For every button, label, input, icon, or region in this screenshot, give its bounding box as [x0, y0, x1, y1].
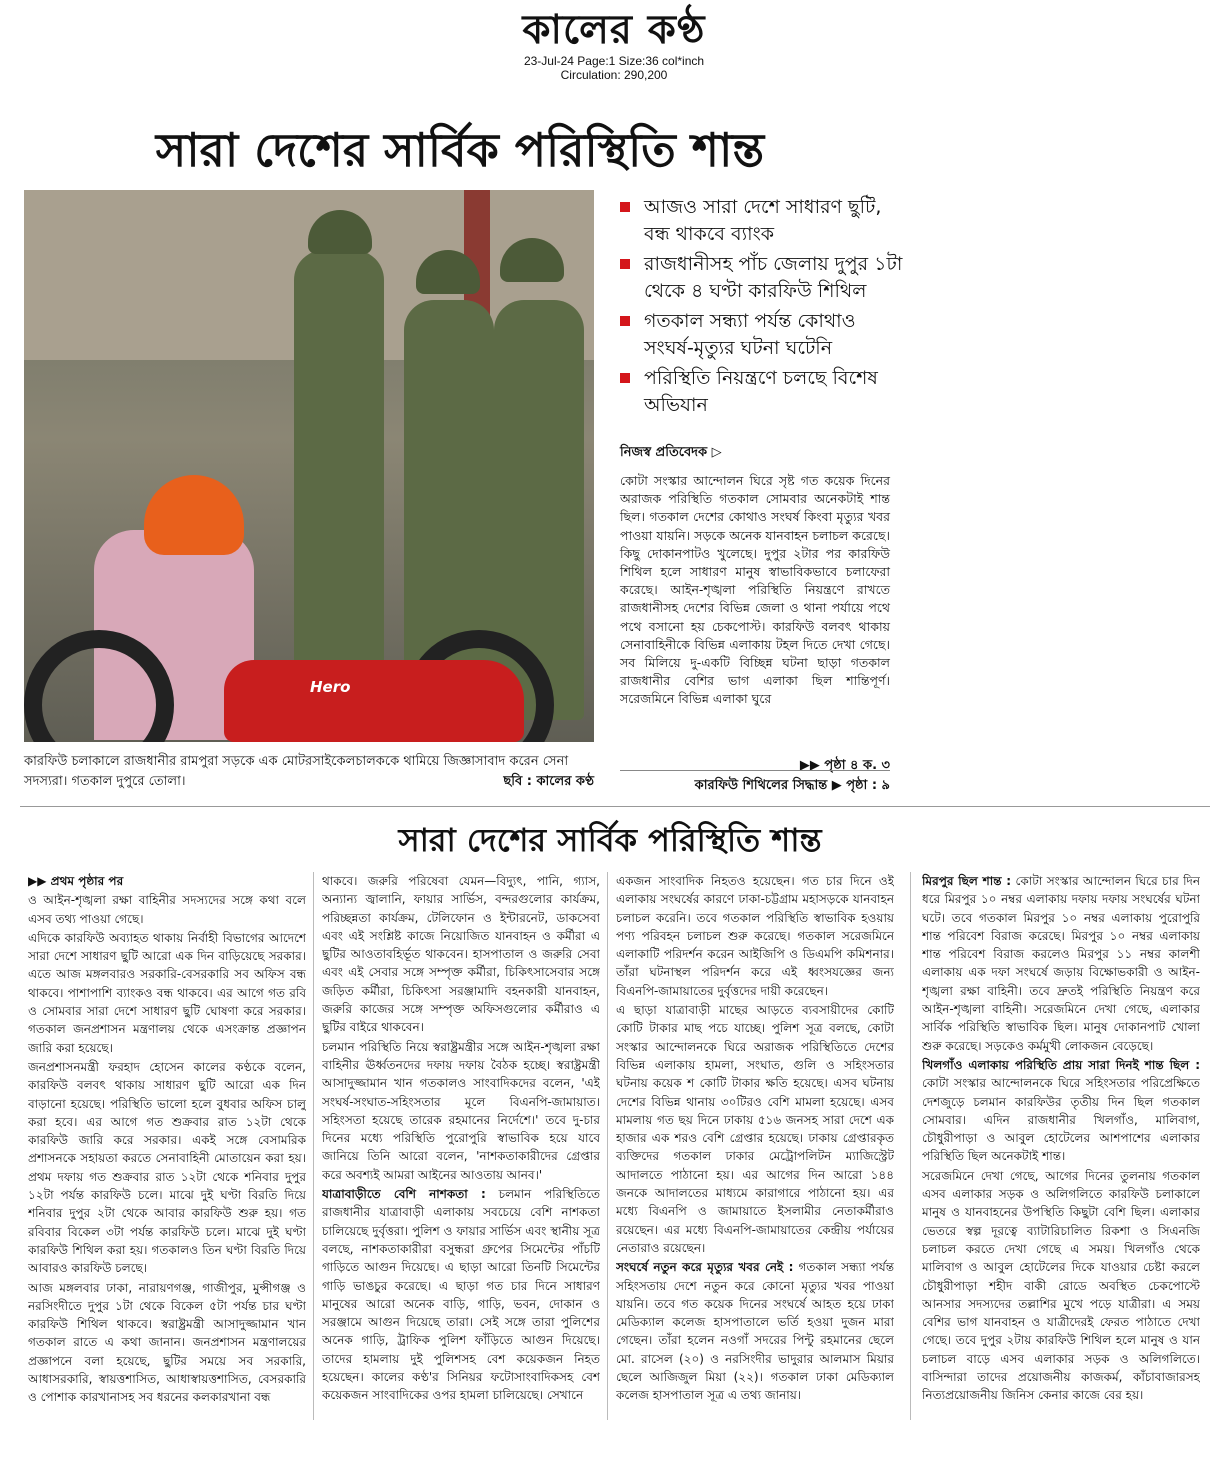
- bullet-item: [618, 365, 908, 419]
- photo-motorbike: [224, 660, 524, 742]
- bullet-text: আজও সারা দেশে সাধারণ ছুটি, বন্ধ থাকবে ব্যাংক: [644, 196, 882, 245]
- paragraph: [922, 1056, 1200, 1166]
- main-headline: সারা দেশের সার্বিক পরিস্থিতি শান্ত: [155, 123, 765, 177]
- bullet-item: [618, 251, 908, 305]
- bullet-text: রাজধানীসহ পাঁচ জেলায় দুপুর ১টা থেকে ৪ ঘণ্টা কারফিউ শিথিল: [644, 253, 903, 302]
- subhead: মিরপুর ছিল শান্ত :: [922, 874, 1012, 888]
- paragraph: এদিকে কারফিউ অব্যাহত থাকায় নির্বাহী বিভাগের আদেশে সারা দেশে সাধারণ ছুটি আরো এক দিন বাড়িয়েছে সরকার। এতে আজ মঙ্গলবারও সরকারি-বেসরকারি সব অফিস বন্ধ থাকবে। পাশাপাশি ব্যাংকও বন্ধ থাকবে। এর আগে গত রবি ও সোমবার সারা দেশে সাধারণ ছুটি ঘোষণা করে সরকার। গতকাল জনপ্রশাসন মন্ত্রণালয় থেকে এসংক্রান্ত প্রজ্ঞাপন জারি করা হয়েছে।: [28, 930, 306, 1055]
- photo-caption-text: কারফিউ চলাকালে রাজধানীর রামপুরা সড়কে এক মোটরসাইকেলচালককে থামিয়ে জিজ্ঞাসাবাদ করেন সেনা সদস্যরা। গতকাল দুপুরে তোলা।: [24, 754, 569, 789]
- paragraph: আজ মঙ্গলবার ঢাকা, নারায়ণগঞ্জ, গাজীপুর, মুন্সীগঞ্জ ও নরসিংদীতে দুপুর ১টা থেকে বিকেল ৫টা পর্যন্ত চার ঘণ্টা কারফিউ শিথিল থাকবে। স্বরাষ্ট্রমন্ত্রী আসাদুজ্জামান খান গতকাল রাতে এ কথা জানান। জনপ্রশাসন মন্ত্রণালয়ের প্রজ্ঞাপনে বলা হয়েছে, ছুটির সময়ে সব সরকারি, আধাসরকারি, স্বায়ত্তশাসিত, আধাস্বায়ত্তশাসিত, বেসরকারি ও পোশাক কারখানাসহ সব ধরনের কলকারখানা বন্ধ: [28, 1280, 306, 1405]
- photo-soldier-1: [294, 250, 384, 670]
- bike-brand-label: Hero: [310, 678, 351, 696]
- paragraph: সরেজমিনে দেখা গেছে, আগের দিনের তুলনায় গতকাল এসব এলাকার সড়ক ও অলিগলিতে কারফিউ চলাকালে মানুষ ও যানবাহনের উপস্থিতি কিছুটা বেশি ছিল। এলাকার ভেতরে স্বল্প দূরত্বে ব্যাটারিচালিত রিকশা ও সিএনজি চলাচল করতে দেখা গেছে এ সময়। খিলগাঁও থেকে মালিবাগ ও আবুল হোটেলের দিকে যাওয়ার চেষ্টা করলে চৌধুরীপাড়া শহীদ বাকী রোডে অবস্থিত চেকপোস্টে আনসার সদস্যদের তল্লাশির মুখে পড়ে যাত্রীরা। এ সময় বেশির ভাগ যানবাহন ও যাত্রীদেরই ফেরত পাঠাতে দেখা গেছে। তবে দুপুর ২টায় কারফিউ শিথিল হলে মানুষ ও যান চলাচল বাড়ে এসব এলাকার সড়ক ও অলিগলিতে। বাসিন্দারা তাদের প্রয়োজনীয় কাজকর্ম, কাঁচাবাজারসহ নিত্যপ্রয়োজনীয় জিনিস কেনার কাজে বের হয়।: [922, 1168, 1200, 1403]
- paragraph: [922, 872, 1200, 1055]
- paragraph: [322, 1185, 600, 1405]
- photo-caption: [24, 752, 594, 792]
- continued-label: ▶▶ পৃষ্ঠা ৪ ক. ৩: [799, 758, 890, 773]
- article-column-2: [322, 872, 600, 1420]
- news-photo: [24, 190, 594, 742]
- paragraph: এ ছাড়া যাত্রাবাড়ী মাছের আড়তে ব্যবসায়ীদের কোটি কোটি টাকার মাছ পচে যাচ্ছে। পুলিশ সূত্র বলছে, কোটা সংস্কার আন্দোলনকে ঘিরে অরাজক পরিস্থিতিতে দেশের বিভিন্ন এলাকায় হামলা, সংঘাত, গুলি ও সহিংসতার ঘটনায় কয়েক শ কোটি টাকার ক্ষতি হয়েছে। এসব ঘটনায় দেশের বিভিন্ন থানায় ৩০টিরও বেশি মামলা হয়েছে। এসব মামলায় গত ছয় দিনে ঢাকায় ৫১৬ জনসহ সারা দেশে এক হাজার এক শরও বেশি গ্রেপ্তার হয়েছে। ঢাকায় গ্রেপ্তারকৃত ব্যক্তিদের গতকাল ঢাকার মেট্রোপলিটন ম্যাজিস্ট্রেট আদালতে পাঠানো হয়। এর আগের দিন আরো ১৪৪ জনকে আদালতের মাধ্যমে কারাগারে পাঠানো হয়। এর মধ্যে বিএনপি ও জামায়াতে ইসলামীর নেতাকর্মীরাও রয়েছেন। এর মধ্যে বিএনপি-জামায়াতের কেন্দ্রীয় পর্যায়ের নেতারাও রয়েছেন।: [616, 1003, 894, 1255]
- jump-from-label: ▶▶ প্রথম পৃষ্ঠার পর: [28, 874, 124, 888]
- lead-paragraph: কোটা সংস্কার আন্দোলন ঘিরে সৃষ্ট গত কয়েক দিনের অরাজক পরিস্থিতি গতকাল সোমবার অনেকটাই শান্ত ছিল। গতকাল দেশের কোথাও সংঘর্ষ কিংবা মৃত্যুর খবর পাওয়া যায়নি। সড়কে অনেক যানবাহন চলাচল করেছে। কিছু দোকানপাটও খুলেছে। দুপুর ২টার পর কারফিউ শিথিল হলে সাধারণ মানুষ স্বাভাবিকভাবে চলাফেরা করেছে। আইন-শৃঙ্খলা পরিস্থিতি নিয়ন্ত্রণে রাখতে রাজধানীসহ দেশের বিভিন্ন জেলা ও থানা পর্যায়ে পথে পথে বসানো হয় চেকপোস্ট। কারফিউ বলবৎ থাকায় সেনাবাহিনীকে বিভিন্ন এলাকায় টহল দিতে দেখা গেছে। সব মিলিয়ে দু-একটি বিচ্ছিন্ন ঘটনা ছাড়া গতকাল রাজধানীর বেশির ভাগ এলাকা ছিল শান্তিপূর্ণ। সরেজমিনে বিভিন্ন এলাকা ঘুরে: [620, 473, 890, 707]
- photo-orange-helmet: [144, 475, 244, 555]
- bullet-square-icon: [620, 202, 630, 212]
- paragraph: জনপ্রশাসনমন্ত্রী ফরহাদ হোসেন কালের কণ্ঠকে বলেন, কারফিউ বলবৎ থাকায় সাধারণ ছুটি আরো এক দিন বাড়ানো হয়েছে। পরিস্থিতি ভালো হলে বুধবার অফিস চালু করা হবে। এর আগে গত শুক্রবার রাত ১২টা থেকে কারফিউ জারি করে সরকার। একই সঙ্গে বেসামরিক প্রশাসনকে সহায়তা করতে সেনাবাহিনী মোতায়েন করা হয়। প্রথম দফায় গত শুক্রবার রাত ১২টা থেকে শনিবার দুপুর ১২টা পর্যন্ত কারফিউ চলে। মাঝে দুই ঘণ্টা বিরতি দিয়ে শনিবার দুপুর ২টা থেকে আবার কারফিউ শুরু হয়। গত রবিবার বিকেল ৩টা পর্যন্ত কারফিউ চলে। মাঝে দুই ঘণ্টা কারফিউ শিথিল করা হয়। গতকালও তিন ঘণ্টা বিরতি দিয়ে আবারও কারফিউ চলছে।: [28, 1059, 306, 1276]
- masthead: [0, 6, 1228, 82]
- clip-meta: 23-Jul-24 Page:1 Size:36 col*inch: [523, 54, 705, 68]
- article-column-3: [616, 872, 894, 1420]
- continued-rule: [620, 770, 890, 771]
- paragraph-text: কোটা সংস্কার আন্দোলন ঘিরে চার দিন ধরে মিরপুর ১০ নম্বর এলাকায় দফায় দফায় সংঘর্ষের ঘটনা ঘটে। তবে গতকাল মিরপুর ১০ নম্বর এলাকায় পুরোপুরি শান্ত পরিবেশ বিরাজ করেছে। মিরপুর ১০ নম্বর এলাকায় শান্ত পরিবেশ বিরাজ করলেও মিরপুর ১১ নম্বর কালশী এলাকায় এক দফা সংঘর্ষে জড়ায় বিক্ষোভকারী ও আইন-শৃঙ্খলা রক্ষা বাহিনী। তবে দ্রুতই পরিস্থিতি নিয়ন্ত্রণ করে আইন-শৃঙ্খলা বাহিনী। সরেজমিনে দেখা গেছে, এলাকার সার্বিক পরিস্থিতি স্বাভাবিক ছিল। মানুষ দোকানপাট খোলা শুরু করেছে। সড়কেও কর্মমুখী লোকজন বেড়েছে।: [922, 874, 1200, 1053]
- newspaper-logo: কালের কণ্ঠ: [522, 6, 706, 53]
- bullet-text: পরিস্থিতি নিয়ন্ত্রণে চলছে বিশেষ অভিযান: [644, 367, 878, 416]
- paragraph-text: কোটা সংস্কার আন্দোলনকে ঘিরে সহিংসতার পরিপ্রেক্ষিতে দেশজুড়ে চলমান কারফিউর তৃতীয় দিন ছিল গতকাল সোমবার। এদিন রাজধানীর খিলগাঁও, মালিবাগ, চৌধুরীপাড়া ও আবুল হোটেলের আশপাশের এলাকার পরিস্থিতি ছিল অনেকটাই শান্ত।: [922, 1076, 1200, 1164]
- circulation: Circulation: 290,200: [560, 68, 668, 82]
- bullet-square-icon: [620, 316, 630, 326]
- paragraph: একজন সাংবাদিক নিহতও হয়েছেন। গত চার দিনে ওই এলাকায় সংঘর্ষের কারণে ঢাকা-চট্টগ্রাম মহাসড়কে যানবাহন চলাচল করেনি। তবে গতকাল পরিস্থিতি স্বাভাবিক হওয়ায় পণ্য পরিবহন চলাচল শুরু করেছে। গতকাল সরেজমিনে এলাকাটি পরিদর্শন করেন আইজিপি ও ডিএমপি কমিশনার। তাঁরা ঘটনাস্থল পরিদর্শন করে এই ধ্বংসযজ্ঞের জন্য বিএনপি-জামায়াতের দুর্বৃত্তদের দায়ী করেছেন।: [616, 874, 894, 998]
- paragraph: [616, 1258, 894, 1404]
- bullet-text: গতকাল সন্ধ্যা পর্যন্ত কোথাও সংঘর্ষ-মৃত্যুর ঘটনা ঘটেনি: [644, 310, 856, 359]
- bullet-square-icon: [620, 373, 630, 383]
- paragraph: চলমান পরিস্থিতি নিয়ে স্বরাষ্ট্রমন্ত্রীর সঙ্গে আইন-শৃঙ্খলা রক্ষা বাহিনীর ঊর্ধ্বতনদের দফায় দফায় বৈঠক হচ্ছে। স্বরাষ্ট্রমন্ত্রী আসাদুজ্জামান খান গতকালও সাংবাদিকদের বলেন, 'এই সংঘর্ষ-সংঘাত-সহিংসতার মূলে বিএনপি-জামায়াত। সহিংসতা হয়েছে তারেক রহমানের নির্দেশে।' তবে দু-চার দিনের মধ্যে পরিস্থিতি পুরোপুরি স্বাভাবিক হয়ে যাবে জানিয়ে তিনি আরো বলেন, 'নাশকতাকারীদের গ্রেপ্তার করে অবশ্যই আমরা আইনের আওতায় আনব।': [322, 1039, 600, 1182]
- photo-credit: ছবি : কালের কণ্ঠ: [503, 774, 594, 789]
- bullet-item: [618, 194, 908, 248]
- bullet-item: [618, 308, 908, 362]
- article-column-4: [922, 872, 1200, 1420]
- paragraph-text: চলমান পরিস্থিতিতে রাজধানীর যাত্রাবাড়ী এলাকায় সবচেয়ে বেশি নাশকতা চালিয়েছে দুর্বৃত্তরা। পুলিশ ও ফায়ার সার্ভিস এবং স্থানীয় সূত্র বলছে, নাশকতাকারীরা বসুন্ধরা গ্রুপের সিমেন্টের পাঁচটি গাড়িতে আগুন দিয়েছে। এ ছাড়া আরো তিনটি সিমেন্টের গাড়ি ভাঙচুর করেছে। এ ছাড়া গত চার দিনে সাধারণ মানুষের আরো অনেক বাড়ি, গাড়ি, ভবন, দোকান ও সরঞ্জামে আগুন দিয়েছে তারা। সেই সঙ্গে তারা পুলিশের অনেক গাড়ি, ট্রাফিক পুলিশ ফাঁড়িতে আগুন দিয়েছে। তাদের হামলায় দুই পুলিশসহ বেশ কয়েকজন নিহত হয়েছেন। কালের কণ্ঠ'র সিনিয়র ফটোসাংবাদিকসহ বেশ কয়েকজন সাংবাদিকের ওপর হামলা চালিয়েছে। সেখানে: [322, 1187, 600, 1403]
- bullet-square-icon: [620, 259, 630, 269]
- article-column-1: [28, 872, 306, 1420]
- subhead: যাত্রাবাড়ীতে বেশি নাশকতা :: [322, 1187, 486, 1202]
- related-story-link[interactable]: কারফিউ শিথিলের সিদ্ধান্ত ▶ পৃষ্ঠা : ৯: [694, 778, 890, 793]
- subhead: সংঘর্ষে নতুন করে মৃত্যুর খবর নেই :: [616, 1260, 794, 1275]
- paragraph-text: গতকাল সন্ধ্যা পর্যন্ত সহিংসতায় দেশে নতুন করে কোনো মৃত্যুর খবর পাওয়া যায়নি। তবে গত কয়েক দিনের সংঘর্ষে আহত হয়ে ঢাকা মেডিক্যাল কলেজ হাসপাতালে ভর্তি হওয়া দুজন মারা গেছেন। তাঁরা হলেন নওগাঁ সদরের পিন্টু রহমানের ছেলে মো. রাসেল (২০) ও নরসিংদীর ভাদুরার আলমাস মিয়ার ছেলে আজিজুল মিয়া (২২)। গতকাল ঢাকা মেডিক্যাল কলেজ হাসপাতাল সূত্র এ তথ্য জানায়।: [616, 1260, 894, 1403]
- column-rule: [313, 872, 314, 1420]
- highlight-bullets: [618, 194, 908, 422]
- paragraph: ও আইন-শৃঙ্খলা রক্ষা বাহিনীর সদস্যদের সঙ্গে কথা বলে এসব তথ্য পাওয়া গেছে।: [28, 893, 306, 926]
- section-divider: [20, 806, 1210, 807]
- column-rule: [910, 872, 911, 1420]
- column-rule: [607, 872, 608, 1420]
- paragraph: থাকবে। জরুরি পরিষেবা যেমন—বিদ্যুৎ, পানি, গ্যাস, অন্যান্য জ্বালানি, ফায়ার সার্ভিস, বন্দরগুলোর কার্যক্রম, পরিচ্ছন্নতা কার্যক্রম, টেলিফোন ও ইন্টারনেট, ডাকসেবা এবং এই সংশ্লিষ্ট কাজে নিয়োজিত যানবাহন ও কর্মীরা এ ছুটির আওতাবহির্ভূত থাকবেন। হাসপাতাল ও জরুরি সেবা এবং এই সেবার সঙ্গে সম্পৃক্ত কর্মীরা, চিকিৎসাসেবার সঙ্গে জড়িত কর্মীরা, চিকিৎসা সরঞ্জামাদি বহনকারী যানবাহন, জরুরি কাজের সঙ্গে সম্পৃক্ত অফিসগুলোর কর্মীরাও এ ছুটির বাইরে থাকবেন।: [322, 874, 600, 1035]
- subhead: খিলগাঁও এলাকায় পরিস্থিতি প্রায় সারা দিনই শান্ত ছিল :: [922, 1057, 1200, 1072]
- jump-headline: সারা দেশের সার্বিক পরিস্থিতি শান্ত: [398, 821, 822, 859]
- byline: নিজস্ব প্রতিবেদক ▷: [620, 445, 722, 460]
